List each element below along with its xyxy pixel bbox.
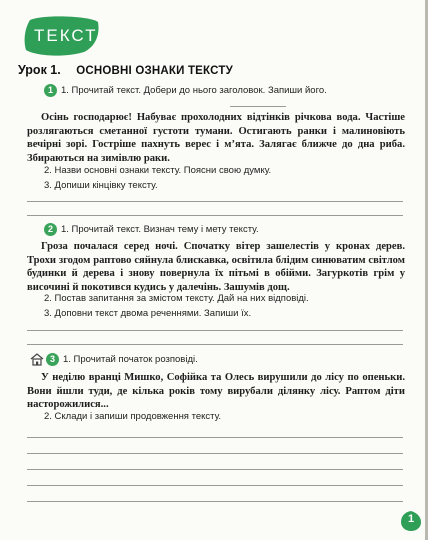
answer-line[interactable] [27,215,403,216]
page-number: 1 [407,513,415,525]
answer-line[interactable] [27,201,403,202]
task-1-3-text: 3. Допиши кінцівку тексту. [44,180,158,191]
task-2-1-text: 1. Прочитай текст. Визнач тему і мету тексту. [61,224,259,235]
task-badge-3: 3 [46,353,59,366]
answer-line[interactable] [27,437,403,438]
task-2-2 [44,293,309,304]
house-icon [30,353,44,366]
answer-line[interactable] [27,453,403,454]
task-3-1 [30,353,198,366]
task-1-3 [44,180,158,191]
answer-line[interactable] [27,344,403,345]
task-badge-1: 1 [44,84,57,97]
task-1-1-text: 1. Прочитай текст. Добери до нього заголовок. Запиши його. [61,85,327,96]
task-2-3-text: 3. Доповни текст двома реченнями. Запиши їх. [44,308,252,319]
task-3-2 [44,411,221,422]
section-title: ТЕКСТ [34,26,98,45]
lesson-heading [18,63,233,77]
task-1-2-text: 2. Назви основні ознаки тексту. Поясни свою думку. [44,165,272,176]
answer-line-title[interactable] [230,106,286,107]
task-2-3 [44,308,251,319]
task-3-1-text: 1. Прочитай початок розповіді. [63,354,198,365]
task-3-2-text: 2. Склади і запиши продовження тексту. [44,411,222,422]
answer-line[interactable] [27,501,403,502]
text-forest: У неділю вранці Мишко, Софійка та Олесь вирушили до лісу по опеньки. Вони йшли туди, де кілька років тому вирубали ділянку лісу. Раптом діти насторожилися... [27,372,405,411]
task-1-2 [44,165,271,176]
task-2-1 [44,223,259,236]
header-leaf [24,16,100,56]
text-storm: Гроза почалася серед ночі. Спочатку вітер зашелестів у кронах дерев. Трохи згодом раптово сяйнула блискавка, освітила блідим синюватим світлом будинки й дерева і знову повернула їх пітьмі в обійми. Загуркотів грім у височині й покотився кудись у далечінь. Зашумів дощ. [27,241,405,293]
answer-line[interactable] [27,330,403,331]
task-badge-2: 2 [44,223,57,236]
task-2-2-text: 2. Постав запитання за змістом тексту. Дай на них відповіді. [44,293,309,304]
lesson-number: Урок 1. [18,63,61,77]
lesson-title: ОСНОВНІ ОЗНАКИ ТЕКСТУ [76,65,233,77]
text-autumn: Осінь господарює! Набуває прохолодних відтінків річкова вода. Частіше розлягаються сметанної густоти тумани. Остигають ранки і малиновіють вечірні зорі. Гостріше пахнуть верес і м’ята. Залягає ближче до дна риба. Збираються на зимівлю раки. [27,112,405,164]
answer-line[interactable] [27,469,403,470]
task-1-1 [44,84,327,97]
answer-line[interactable] [27,485,403,486]
